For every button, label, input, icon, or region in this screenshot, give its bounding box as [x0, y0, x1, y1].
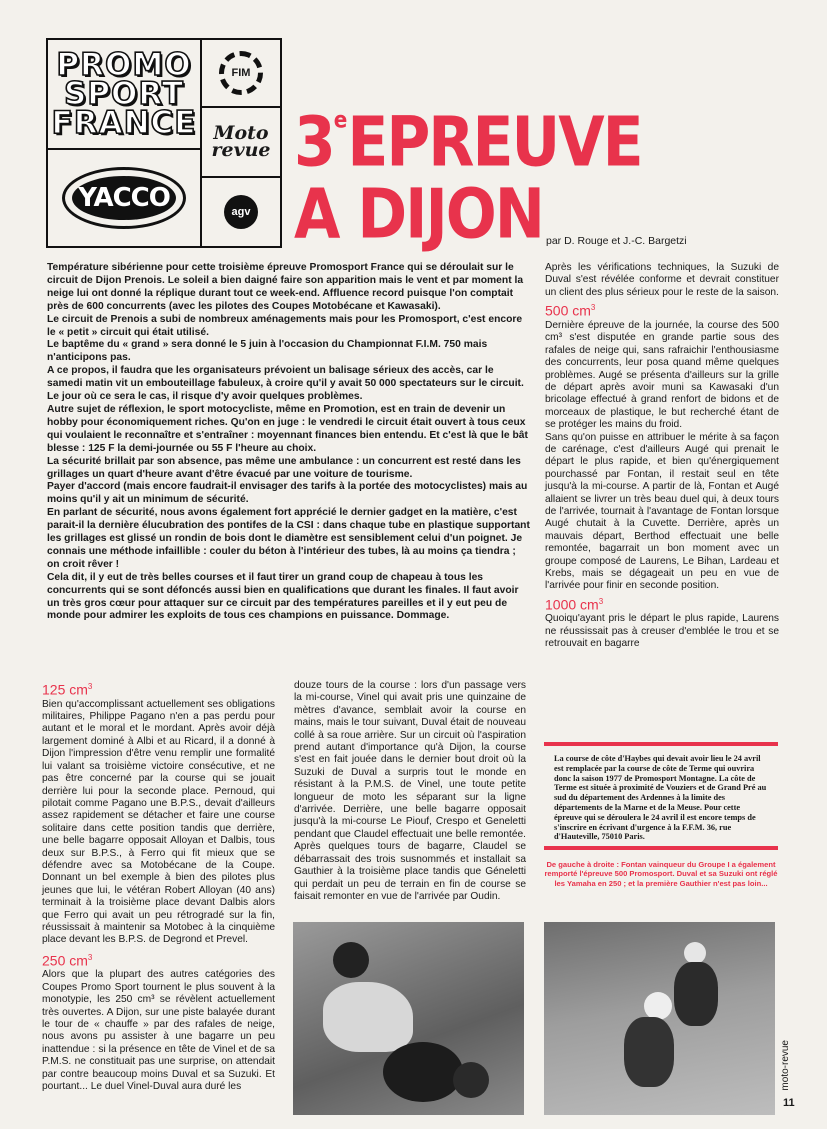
intro-paragraph: La sécurité brillait par son absence, pas même une ambulance : un concurrent est resté dans les grillages un quart d'heure avant d'être évacué par une voiture de tourisme.: [47, 455, 521, 480]
left-column: [42, 678, 275, 1094]
section-1000-heading: [545, 593, 779, 614]
sec1000-label: 1000 cm: [545, 596, 599, 613]
intro-paragraph: Température sibérienne pour cette troisième épreuve Promosport France qui se déroulait sur le circuit de Dijon Prenois. Le soleil a bien daigné faire son apparition mais le vent et par moment la neige lui ont donné la réplique durant tout ce week-end. Affluence record puisque l'on comptait près de 600 concurrents (avec les pilotes des Coupes Motobécane et Kawasaki).: [47, 262, 524, 312]
yacco-logo: [46, 148, 202, 248]
text-500-p2: Sans qu'on puisse en attribuer le mérite à sa façon de carénage, c'est d'ailleurs Augé qui prenait le départ le plus rapide, et bien qu'énergiquement pourchassé par Fontan, il restait seul en tête jusqu'à la mi-course. A partir de là, Fontan et Augé allaient se livrer un très beau duel qui, à deux tours de l'arrivée, tournait à l'avantage de Fontan lorsque Augé chutait à la Cuvette. Derrière, après un mauvais départ, Berthod effectuait une belle remontée, bagarrait un bon moment avec un groupe composé de Laurens, Le Bihan, Lardeau et Krebs, mais se dégageait un peu en vue de l'arrivée pour finir en seconde position.: [545, 431, 779, 592]
intro-paragraph: Autre sujet de réflexion, le sport motocycliste, même en Promotion, est en train de devenir un hobby pour économiquement riches. Qu'on en juge : le vendredi le circuit était ouvert à tous ceux qui voulaient le reconnaître et s'entraîner : moyennant finances bien entendu. Et c'est là que le bât blesse : 125 F la demi-journée ou 55 F l'heure au choix.: [47, 403, 528, 454]
right-top-text: Après les vérifications techniques, la Suzuki de Duval s'est révélée conforme et devrait constituer un client des plus sérieux pour le reste de la saison.: [545, 262, 779, 298]
text-500-p1: Dernière épreuve de la journée, la course des 500 cm³ s'est disputée en grande partie sous des rafales de neige qui, sans rafraichir l'enthousiasme des concurrents, leur posa quand même quelques problèmes. Augé se présenta d'ailleurs sur la grille de départ après avoir muni sa Kawasaki d'un bricolage effectué à grand renfort de bidons et de morceaux de plastique, le but recherché étant de se protéger les mains du froid.: [545, 319, 779, 431]
sec125-sup: 3: [87, 682, 93, 691]
section-125-heading: [42, 678, 275, 699]
sec125-label: 125 cm: [42, 681, 88, 698]
moto-text: Moto: [213, 122, 269, 144]
intro-paragraph: A ce propos, il faudra que les organisateurs prévoient un balisage sérieux des accès, car le samedi matin vit un embouteillage fabuleux, à croire qu'il y avait 50 000 spectateurs sur le circuit. Le jour où ce sera le cas, il risque d'y avoir quelques problèmes.: [47, 365, 524, 403]
promo-sport-france-logo: [46, 38, 202, 150]
agv-circle-icon: [224, 195, 258, 229]
promo-line-3: FRANCE: [51, 104, 197, 141]
right-column: [545, 262, 779, 651]
yacco-text: YACCO: [78, 183, 170, 213]
intro-paragraph: Le baptême du « grand » sera donné le 5 juin à l'occasion du Championnat F.I.M. 750 mais n'anticipons pas.: [47, 339, 488, 364]
section-500-heading: [545, 299, 779, 320]
photo-riders-right: [544, 922, 775, 1115]
intro-paragraph: Le circuit de Prenois a subi de nombreux aménagements mais pour les Promosport, c'est encore le « petit » circuit qui était utilisé.: [47, 313, 523, 338]
agv-logo: [200, 176, 282, 248]
photo-caption: De gauche à droite : Fontan vainqueur du Groupe I a également remporté l'épreuve 500 Promosport. Duval et sa Suzuki ont réglé les Yamaha en 250 ; et la première Gauthier n'est pas loin...: [544, 860, 778, 888]
gear-icon: [219, 51, 263, 95]
sec250-label: 250 cm: [42, 952, 88, 969]
intro-paragraph: Cela dit, il y eut de très belles courses et il faut tirer un grand coup de chapeau à tous les concurrents qui se sont défoncés aussi bien en qualifications que durant les finales. Il faut avoir un très gros cœur pour attaquer sur ce circuit par des températures pareilles et il y eut peu de monde pour admirer les exploits de tous ces champions en puissance. Dommage.: [47, 571, 519, 622]
sec250-sup: 3: [87, 952, 93, 962]
side-masthead: moto-revue: [780, 1040, 791, 1091]
sec500-label: 500 cm: [545, 302, 591, 319]
middle-column: [294, 680, 526, 903]
fim-logo: [200, 38, 282, 108]
promo-line-1: PROMO: [56, 46, 192, 83]
section-250-heading: [42, 949, 275, 970]
headline-line-2: A DIJON: [294, 174, 543, 255]
text-1000: Quoiqu'ayant pris le départ le plus rapide, Laurens ne réussissait pas à creuser d'emblée le trou et se retrouvait en bagarre: [545, 613, 779, 650]
photo-rider-left: [293, 922, 524, 1115]
intro-paragraph: Payer d'accord (mais encore faudrait-il envisager des tarifs à la portée des motocyclistes) mais au moins qu'il y ait un minimum de sécurité.: [47, 481, 528, 506]
logo-block: [46, 38, 282, 248]
revue-text: revue: [211, 139, 271, 161]
moto-revue-logo: [200, 106, 282, 178]
intro-text: [47, 262, 531, 623]
headline-line-1: [294, 102, 642, 183]
fim-text: FIM: [231, 67, 251, 79]
text-125: Bien qu'accomplissant actuellement ses obligations militaires, Philippe Pagano n'en a pas perdu pour autant et le moral et le mordant. Après avoir déjà largement dominé à Albi et au Ricard, il a donné à Dijon l'impression d'être venu remplir une formalité lui valant sa troisième victoire consécutive, et ne pas être concerné par la course qui se jouait derrière lui pour la seconde place. Pernoud, qui pilotait comme Pagano une B.P.S., devait d'ailleurs assez rapidement se détacher et faire une course solitaire dans cette position tandis que derrière, une belle bagarre opposait Alloyan et Dalbis, tous deux sur B.P.S., à Ferro qui fit mieux que se défendre avec sa Motobécane de la Coupe. Donnant un bel exemple à bien des pilotes plus jeunes que lui, le vétéran Robert Alloyan (40 ans) terminait à la troisième place devant Dalbis alors que Ferro qui avait un peu rétrogradé sur la fin, réussissait à maintenir sa Motobec à la cinquième place devant les B.P.S. de Degrond et Prevel.: [42, 698, 275, 946]
agv-text: agv: [231, 206, 251, 218]
promo-line-2: SPORT: [63, 75, 185, 112]
intro-paragraph: En parlant de sécurité, nous avons également fort apprécié le dernier gadget en la matière, c'est parait-il la dernière élucubration des pontifes de la CSI : dans chaque tube en plastique supportant les grillages est glissé un rondin de bois dont le diamètre est sensiblement celui d'un poignet. Je connais une méthode infaillible : couler du béton à l'intérieur des tubes, là au moins ça tiendra ; on croit rêver !: [47, 507, 530, 570]
text-250: Alors que la plupart des autres catégories des Coupes Promo Sport tournent le plus souvent à la monotypie, les 250 cm³ se révèlent actuellement très ouvertes. A Dijon, sur une piste balayée durant le tour de « chauffe » par des rafales de neige, nous avons pu assister à une bagarre un peu inattendue : si la présence en tête de Vinel et de sa P.M.S. ne constituait pas une surprise, on attendait par contre beaucoup moins Duval et sa Suzuki. Et pourtant... Le duel Vinel-Duval aura duré les: [42, 969, 275, 1093]
headline-sup: e: [333, 105, 348, 134]
headline-number: 3: [294, 102, 334, 183]
page-number: 11: [783, 1097, 795, 1109]
text-middle: douze tours de la course : lors d'un passage vers la mi-course, Vinel qui avait pris une quinzaine de mètres d'avance, semblait avoir la course en mains, mais le tour suivant, Duval était de nouveau collé à sa roue arrière. Sur un circuit où l'aspiration prend autant d'importance qu'à Dijon, la course s'est en fait jouée dans le dernier bout droit où la Suzuki de Duval a surpris tout le monde en résistant à la P.M.S. de Vinel, une toute petite longueur de moto les séparant sur la ligne d'arrivée. Derrière, une belle bagarre opposait jusqu'à la mi-course Le Piouf, Crespo et Geneletti pendant que Claudel effectuait une belle remontée. Après quelques tours de bagarre, Claudel se débarrassait des trois susnommés et installait sa Gauthier à la troisième place tandis que Géneletti qui perdait un peu de terrain en fin de course se faisait remonter en vue de l'arrivée par Oudin.: [294, 680, 526, 902]
sec500-sup: 3: [590, 303, 596, 313]
notice-box: La course de côte d'Haybes qui devait avoir lieu le 24 avril est remplacée par la course de côte de Terme qui ouvrira donc la saison 1977 de Promosport Montagne. La côte de Terme est située à proximité de Vouziers et de Grand Pré au sud du département des Ardennes à la limite des départements de la Marne et de la Meuse. Pour cette épreuve qui se déroulera le 24 avril il est encore temps de s'inscrire en écrivant d'urgence à la F.F.M. 36, rue d'Hauteville, 75010 Paris.: [544, 742, 778, 850]
sec1000-sup: 3: [598, 596, 604, 606]
byline: par D. Rouge et J.-C. Bargetzi: [546, 235, 687, 247]
headline-word: EPREUVE: [347, 102, 642, 183]
